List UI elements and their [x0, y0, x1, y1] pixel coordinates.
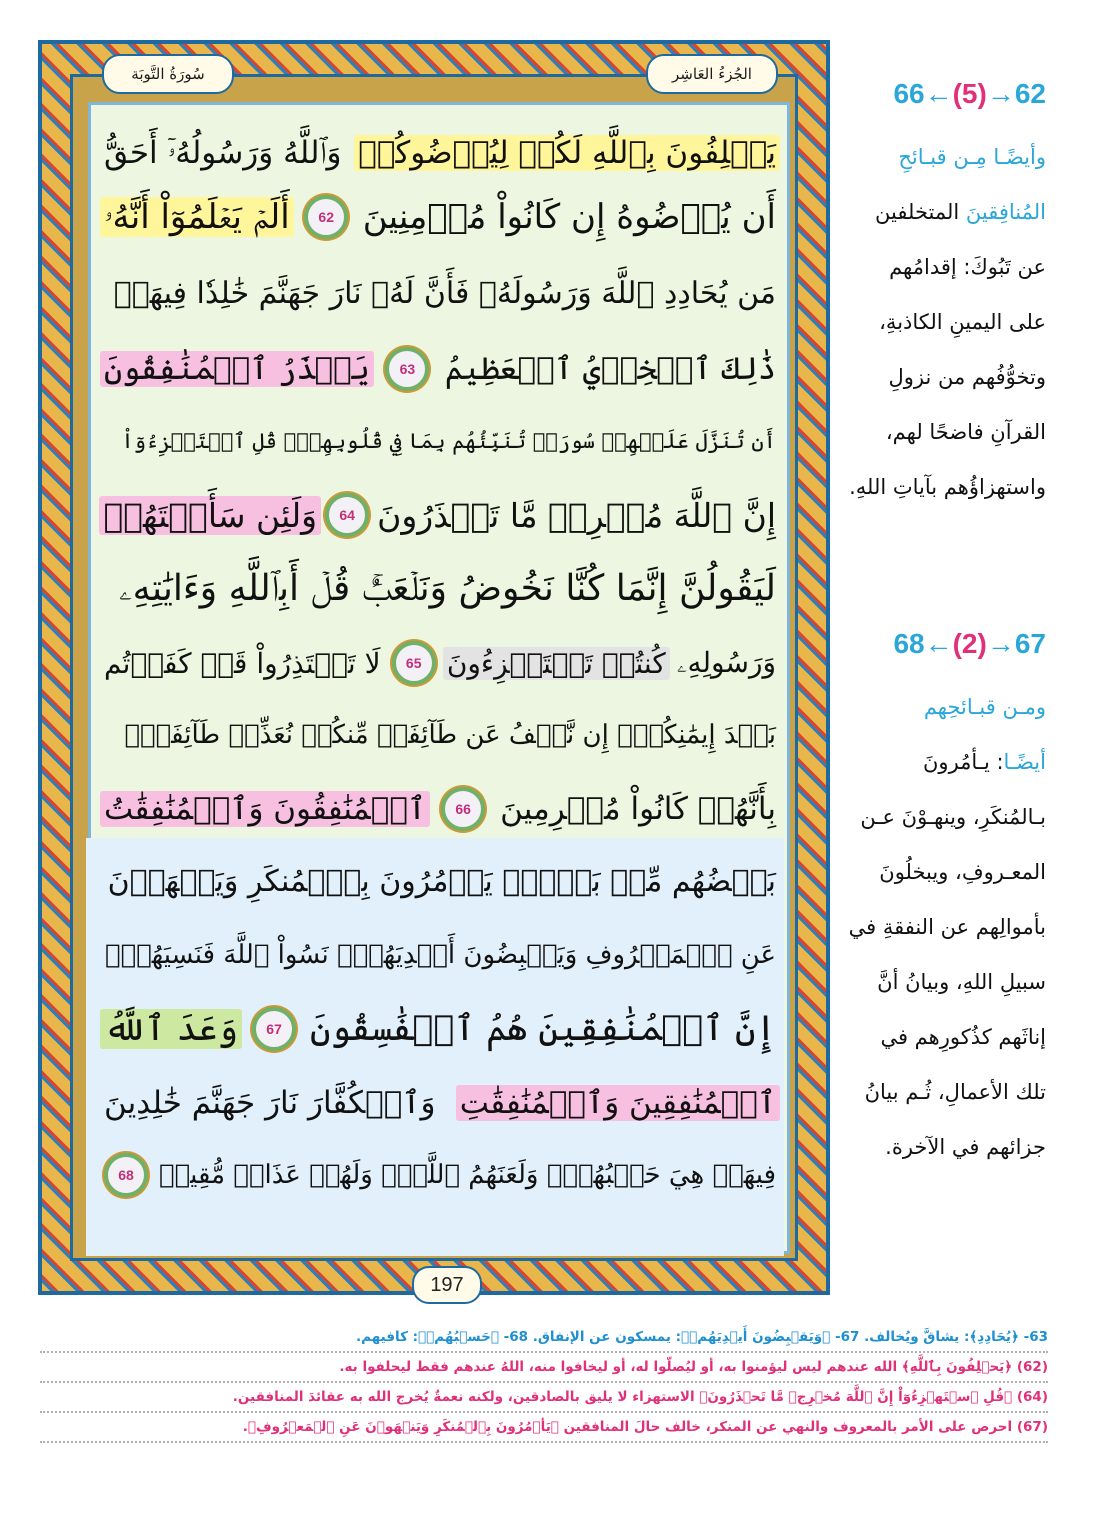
verse-line-7 — [100, 556, 780, 622]
juz-title-box — [646, 54, 778, 94]
highlight-phrase: وَلَئِن سَأَلۡتَهُمۡ — [99, 496, 321, 535]
topic-text: المتخلفين عن تَبُوكَ: إقدامُهم على اليمينِ الكاذبةِ، وتخوُّفُهم من نزولِ القرآنِ فاضحًا لهم، واستهزاؤُهم بآياتِ اللهِ. — [849, 200, 1046, 499]
verse-line-11 — [100, 848, 780, 914]
line-text: وَرَسُولِهِۦ — [676, 646, 776, 679]
highlight-phrase: ٱلۡمُنَٰفِقُونَ وَٱلۡمُنَٰفِقَٰتُ — [100, 791, 430, 827]
verse-number-63: 63 — [385, 347, 429, 391]
line-text: بَعۡدَ إِيمَٰنِكُمۚۡ إِن نَّعۡفُ عَن طَآئِفَةٖ مِّنكُمۡ نُعَذِّبۡ طَآئِفَةَۢ — [124, 720, 776, 750]
topic-heading: وأيضًـا مِـن قبـائحِ — [898, 145, 1046, 169]
verse-line-4 — [100, 336, 780, 402]
verse-range-1 — [846, 78, 1046, 110]
topic-subject: المُنافِقينَ — [965, 200, 1046, 224]
line-text: مَن يُحَادِدِ ٱللَّهَ وَرَسُولَهُۥ فَأَنَّ لَهُۥ نَارَ جَهَنَّمَ خَٰلِدٗا فِيهَاۚ — [113, 275, 776, 311]
verse-line-13 — [100, 996, 780, 1062]
line-text: أَن يُرۡضُوهُ إِن كَانُواْ مُؤۡمِنِينَ — [362, 197, 776, 237]
line-text: لَيَقُولُنَّ إِنَّمَا كُنَّا نَخُوضُ وَنَلۡعَبُۚ قُلۡ أَبِٱللَّهِ وَءَايَٰتِهِۦ — [118, 568, 776, 609]
line-text: بِأَنَّهُمۡ كَانُواْ مُجۡرِمِينَ — [500, 791, 776, 827]
highlight-phrase: كُنتُمۡ تَسۡتَهۡزِءُونَ — [443, 647, 670, 680]
highlight-phrase: يَحۡلِفُونَ بِٱللَّهِ لَكُمۡ لِيُرۡضُوكُمۡ — [354, 135, 780, 171]
reflection-note-64: (64) ﴿قُلِ ٱسۡتَهۡزِءُوٓاْ إِنَّ ٱللَّهَ مُخۡرِجٞ مَّا تَحۡذَرُونَ﴾ الاستهزاء لا يليق بالصادقين، ولكنه نعمةٌ يُخرج الله به عقائدَ المنافقين. — [232, 1389, 1048, 1405]
line-text: فِيهَاۚ هِيَ حَسۡبُهُمۡۚ وَلَعَنَهُمُ ٱللَّهُۖ وَلَهُمۡ عَذَابٞ مُّقِيمٞ — [158, 1160, 776, 1190]
verse-line-3 — [100, 260, 780, 326]
range-end: →62 — [986, 78, 1046, 109]
verse-number-65: 65 — [392, 641, 436, 685]
topic-summary-2 — [846, 680, 1046, 1175]
verse-line-5 — [100, 408, 780, 474]
topic-summary-1 — [846, 130, 1046, 515]
line-text: وَٱللَّهُ وَرَسُولُهُۥٓ أَحَقُّ — [104, 134, 342, 171]
verse-line-9 — [100, 702, 780, 768]
verse-line-2 — [100, 184, 780, 250]
note-divider — [40, 1351, 1048, 1353]
verse-line-14 — [100, 1070, 780, 1136]
note-divider — [40, 1441, 1048, 1443]
note-divider — [40, 1411, 1048, 1413]
line-text: لَا تَعۡتَذِرُواْ قَدۡ كَفَرۡتُم — [104, 646, 381, 680]
verse-range-2 — [846, 628, 1046, 660]
range-count: (2) — [952, 628, 987, 659]
verse-number-66: 66 — [441, 787, 485, 831]
reflection-note-67: (67) احرص على الأمر بالمعروف والنهي عن المنكر، خالف حالَ المنافقين ﴿يَأۡمُرُونَ بِٱلۡمُنكَرِ وَيَنۡهَوۡنَ عَنِ ٱلۡمَعۡرُوفِ﴾. — [242, 1419, 1048, 1435]
highlight-phrase: أَلَمۡ يَعۡلَمُوٓاْ أَنَّهُۥ — [100, 197, 294, 237]
topic-text: : يـأمُرونَ بـالمُنكَرِ، وينهـوْنَ عـن المعـروفِ، ويبخلُونَ بأموالِهم عن النفقةِ في سبيلِ اللهِ، وبيانُ أنَّ إناثَهم كذُكورِهم في تلك الأعمالِ، ثُـم بيانُ جزائهم في الآخرة. — [848, 750, 1046, 1159]
note-divider — [40, 1381, 1048, 1383]
topic-subject: أيضًـا — [1003, 750, 1046, 774]
line-text: عَنِ ٱلۡمَعۡرُوفِ وَيَقۡبِضُونَ أَيۡدِيَهُمۡۚ نَسُواْ ٱللَّهَ فَنَسِيَهُمۡۚ — [104, 940, 776, 970]
line-text: إِنَّ ٱللَّهَ مُخۡرِجٞ مَّا تَحۡذَرُونَ — [377, 495, 776, 535]
verse-line-1 — [100, 120, 780, 186]
juz-name: الجُزءُ العَاشِر — [672, 65, 752, 83]
highlight-phrase: يَحۡذَرُ ٱلۡمُنَٰفِقُونَ — [100, 351, 374, 387]
surah-title-box — [102, 54, 234, 94]
vocabulary-note: 63- ﴿يُحَادِدِ﴾: يشاقَّ ويُخالف. 67- ﴿وَيَقۡبِضُونَ أَيۡدِيَهُمۡ﴾: يمسكون عن الإنفاق. 68- ﴿حَسۡبُهُمۡ﴾: كافيهم. — [356, 1329, 1048, 1345]
line-text: بَعۡضُهُم مِّنۢ بَعۡضٖۚ يَأۡمُرُونَ بِٱلۡمُنكَرِ وَيَنۡهَوۡنَ — [107, 863, 776, 899]
verse-line-6 — [100, 482, 780, 548]
verse-number-67: 67 — [252, 1007, 296, 1051]
verse-number-68: 68 — [104, 1153, 148, 1197]
verse-number-64: 64 — [325, 493, 369, 537]
range-start: 66← — [893, 78, 953, 109]
verse-number-62: 62 — [304, 195, 348, 239]
surah-name: سُورَةُ التَّوبَة — [131, 65, 205, 83]
highlight-phrase: وَعَدَ ٱللَّهُ — [100, 1009, 242, 1049]
verse-line-10 — [100, 776, 780, 842]
line-text: إِنَّ ٱلۡمُنَٰفِقِينَ هُمُ ٱلۡفَٰسِقُونَ — [309, 1009, 776, 1049]
page-number: 197 — [412, 1266, 482, 1304]
line-text: ذَٰلِكَ ٱلۡخِزۡيُ ٱلۡعَظِيمُ — [444, 351, 776, 387]
line-text: وَٱلۡكُفَّارَ نَارَ جَهَنَّمَ خَٰلِدِينَ — [104, 1085, 436, 1121]
line-text: أَن تُنَزَّلَ عَلَيۡهِمۡ سُورَةٞ تُنَبِّئُهُم بِمَا فِي قُلُوبِهِمۚۡ قُلِ ٱسۡتَهۡزِءُوٓاْ — [121, 429, 776, 453]
topic-heading: ومـن قبـائحِهم — [923, 695, 1046, 719]
range-start: 68← — [893, 628, 953, 659]
highlight-phrase: ٱلۡمُنَٰفِقِينَ وَٱلۡمُنَٰفِقَٰتِ — [456, 1085, 780, 1121]
verse-line-15 — [100, 1142, 780, 1208]
reflection-note-62: (62) ﴿يَحۡلِفُونَ بِٱللَّهِ﴾ الله عندهم ليس ليؤمنوا به، أو ليُصلّوا له، أو ليخافوا منه، اللهُ عندهم فقط ليحلفوا به. — [339, 1359, 1048, 1375]
verse-line-8 — [100, 630, 780, 696]
range-count: (5) — [952, 78, 987, 109]
range-end: →67 — [986, 628, 1046, 659]
verse-line-12 — [100, 922, 780, 988]
